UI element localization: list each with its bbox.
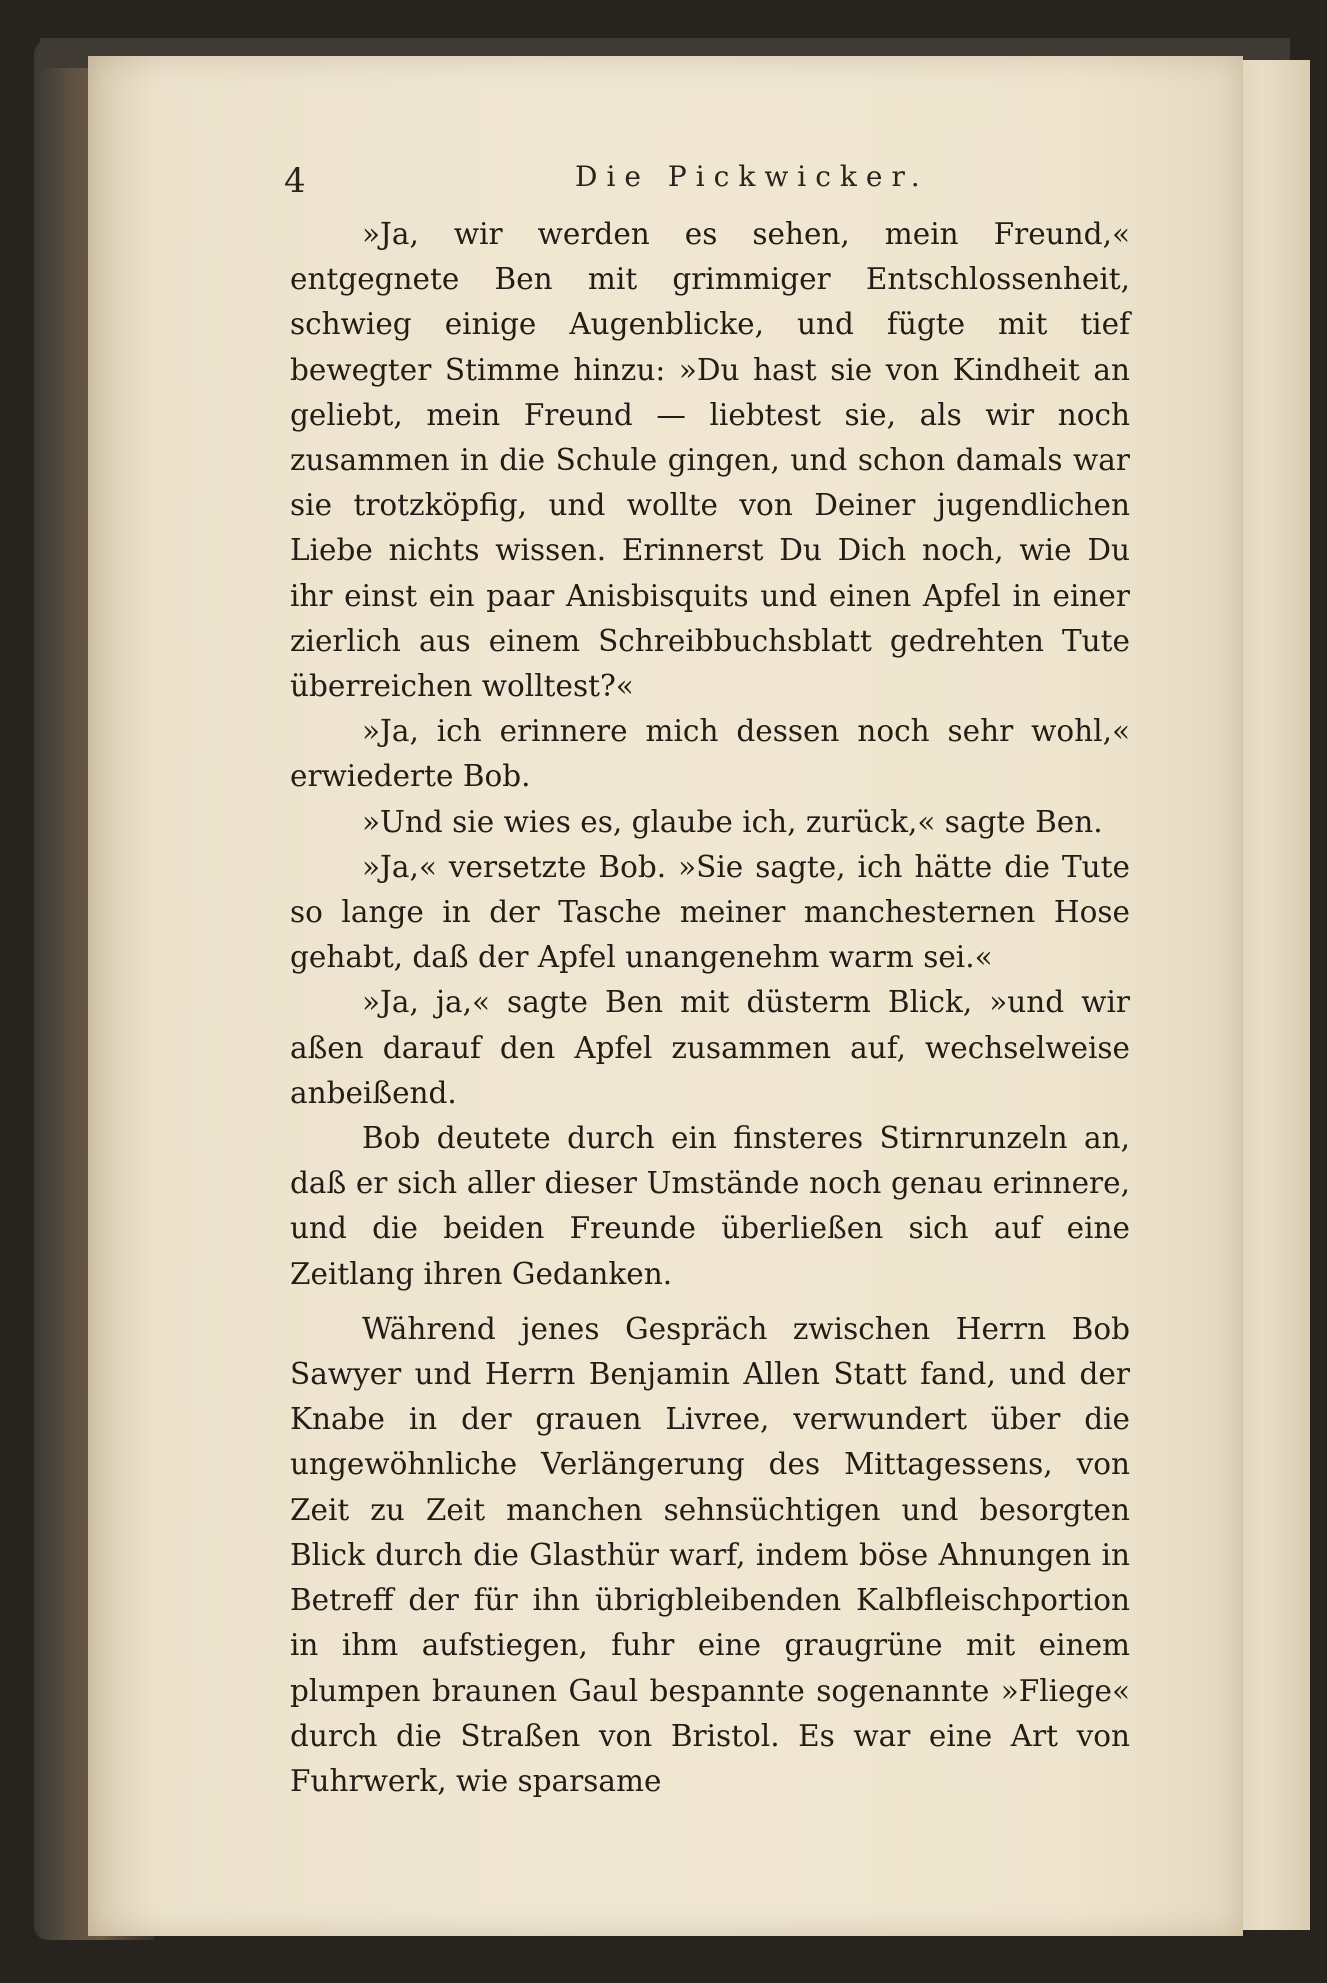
paragraph: Bob deutete durch ein finsteres Stirnrunzeln an, daß er sich aller dieser Umstände noch genau erinnere, und die beiden Freunde überließen sich auf eine Zeitlang ihren Gedanken. xyxy=(290,1121,1130,1291)
paragraph: »Ja, ich erinnere mich dessen noch sehr wohl,« erwiederte Bob. xyxy=(290,714,1130,794)
body-text xyxy=(290,212,1130,1804)
paragraph: »Ja, ja,« sagte Ben mit düsterm Blick, »und wir aßen darauf den Apfel zusammen auf, wechselweise anbeißend. xyxy=(290,985,1130,1110)
page-number: 4 xyxy=(284,161,306,201)
paragraph: »Ja,« versetzte Bob. »Sie sagte, ich hätte die Tute so lange in der Tasche meiner manchesternen Hose gehabt, daß der Apfel unangenehm warm sei.« xyxy=(290,849,1130,975)
running-head: Die Pickwicker. xyxy=(575,160,929,193)
paragraph: »Und sie wies es, glaube ich, zurück,« sagte Ben. xyxy=(362,804,1103,839)
paragraph: »Ja, wir werden es sehen, mein Freund,« entgegnete Ben mit grimmiger Entschlossenheit, schwieg einige Augenblicke, und fügte mit tief bewegter Stimme hinzu: »Du hast sie von Kindheit an geliebt, mein Freund — liebtest sie, als wir noch zusammen in die Schule gingen, und schon damals war sie trotzköpfig, und wollte von Deiner jugendlichen Liebe nichts wissen. Erinnerst Du Dich noch, wie Du ihr einst ein paar Anisbisquits und einen Apfel in einer zierlich aus einem Schreibbuchsblatt gedrehten Tute überreichen wolltest?« xyxy=(290,217,1130,704)
paragraph: Während jenes Gespräch zwischen Herrn Bob Sawyer und Herrn Benjamin Allen Statt fand, und der Knabe in der grauen Livree, verwundert über die ungewöhnliche Verlängerung des Mittagessens, von Zeit zu Zeit manchen sehnsüchtigen und besorgten Blick durch die Glasthür warf, indem böse Ahnungen in Betreff der für ihn übrigbleibenden Kalbfleischportion in ihm aufstiegen, fuhr eine graugrüne mit einem plumpen braunen Gaul bespannte sogenannte »Fliege« durch die Straßen von Bristol. Es war eine Art von Fuhrwerk, wie sparsame xyxy=(290,1311,1130,1798)
